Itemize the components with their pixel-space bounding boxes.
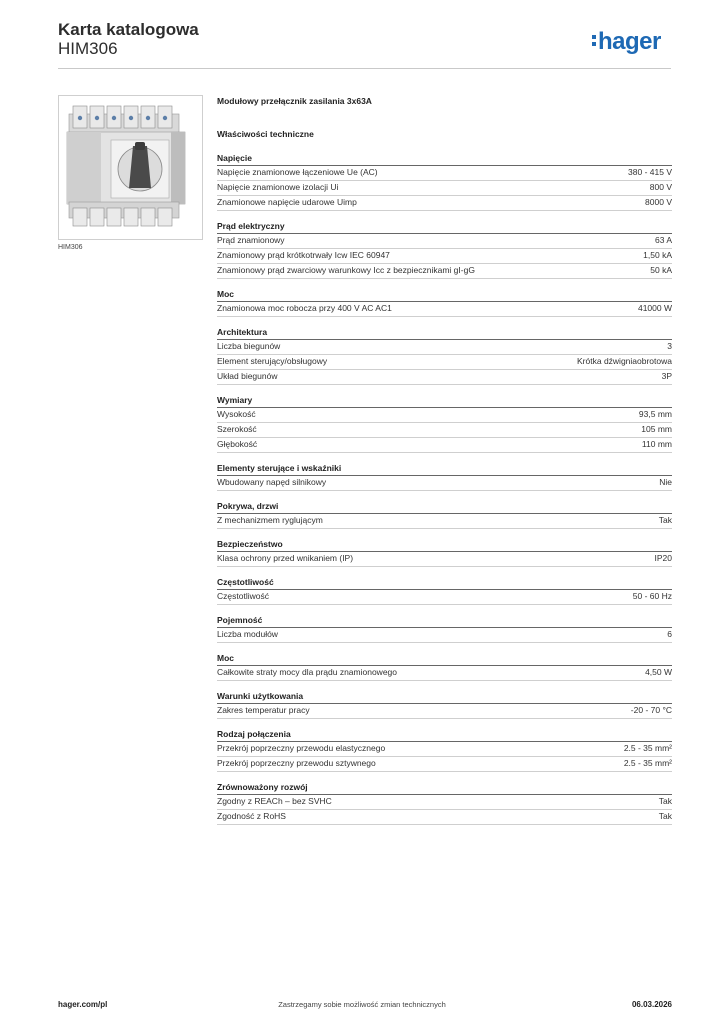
spec-value: Krótka dźwigniaobrotowa [577, 356, 672, 366]
spec-content [217, 96, 672, 825]
spec-value: 8000 V [645, 197, 672, 207]
spec-label: Całkowite straty mocy dla prądu znamionowego [217, 667, 398, 677]
spec-row [217, 340, 672, 355]
spec-row [217, 552, 672, 567]
spec-label: Przekrój poprzeczny przewodu elastycznego [217, 743, 386, 753]
spec-row [217, 249, 672, 264]
spec-label: Znamionowy prąd krótkotrwały Icw IEC 60947 [217, 250, 390, 260]
spec-label: Zgodny z REACh – bez SVHC [217, 796, 332, 806]
spec-value: 1,50 kA [643, 250, 672, 260]
spec-label: Znamionowy prąd zwarciowy warunkowy Icc z bezpiecznikami gI-gG [217, 265, 475, 275]
spec-group [217, 577, 672, 605]
spec-row [217, 514, 672, 529]
spec-value: -20 - 70 °C [630, 705, 672, 715]
spec-row [217, 704, 672, 719]
spec-row [217, 795, 672, 810]
logo-dots-icon [592, 32, 596, 46]
spec-group-title: Rodzaj połączenia [217, 729, 672, 742]
spec-value: Tak [658, 811, 672, 821]
spec-label: Szerokość [217, 424, 257, 434]
spec-value: 50 - 60 Hz [632, 591, 672, 601]
spec-group [217, 782, 672, 825]
image-caption: HIM306 [58, 244, 83, 251]
spec-row [217, 810, 672, 825]
spec-group [217, 463, 672, 491]
spec-row [217, 423, 672, 438]
spec-group [217, 691, 672, 719]
spec-label: Napięcie znamionowe izolacji Ui [217, 182, 339, 192]
spec-label: Znamionowa moc robocza przy 400 V AC AC1 [217, 303, 392, 313]
spec-group-title: Wymiary [217, 395, 672, 408]
spec-label: Klasa ochrony przed wnikaniem (IP) [217, 553, 354, 563]
spec-value: Nie [659, 477, 672, 487]
spec-group [217, 539, 672, 567]
spec-value: Tak [658, 796, 672, 806]
spec-value: IP20 [654, 553, 672, 563]
spec-group-title: Częstotliwość [217, 577, 672, 590]
spec-label: Znamionowe napięcie udarowe Uimp [217, 197, 357, 207]
spec-value: Tak [658, 515, 672, 525]
spec-label: Zakres temperatur pracy [217, 705, 310, 715]
spec-label: Napięcie znamionowe łączeniowe Ue (AC) [217, 167, 378, 177]
product-code: HIM306 [58, 39, 118, 58]
spec-value: 4,50 W [645, 667, 672, 677]
spec-row [217, 666, 672, 681]
spec-row [217, 196, 672, 211]
spec-value: 380 - 415 V [628, 167, 672, 177]
spec-row [217, 234, 672, 249]
product-image [58, 95, 203, 240]
spec-group [217, 153, 672, 211]
spec-group [217, 395, 672, 453]
spec-row [217, 264, 672, 279]
spec-group [217, 327, 672, 385]
spec-group [217, 501, 672, 529]
footer-date: 06.03.2026 [631, 1000, 672, 1009]
spec-row [217, 628, 672, 643]
spec-label: Częstotliwość [217, 591, 269, 601]
spec-group-title: Pojemność [217, 615, 672, 628]
spec-label: Zgodność z RoHS [217, 811, 286, 821]
spec-group-title: Napięcie [217, 153, 672, 166]
footer-website: hager.com/pl [58, 1000, 108, 1009]
spec-row [217, 355, 672, 370]
spec-label: Liczba modułów [217, 629, 278, 639]
spec-group-title: Elementy sterujące i wskaźniki [217, 463, 672, 476]
spec-groups [217, 153, 672, 825]
spec-value: 2.5 - 35 mm² [623, 743, 672, 753]
spec-value: 800 V [649, 182, 672, 192]
spec-group-title: Pokrywa, drzwi [217, 501, 672, 514]
spec-row [217, 166, 672, 181]
spec-group-title: Bezpieczeństwo [217, 539, 672, 552]
spec-value: 41000 W [637, 303, 672, 313]
spec-row [217, 742, 672, 757]
spec-row [217, 590, 672, 605]
spec-label: Prąd znamionowy [217, 235, 285, 245]
spec-row [217, 370, 672, 385]
spec-value: 3 [667, 341, 672, 351]
spec-row [217, 757, 672, 772]
spec-value: 110 mm [641, 439, 672, 449]
spec-row [217, 408, 672, 423]
spec-value: 105 mm [641, 424, 672, 434]
spec-label: Z mechanizmem ryglującym [217, 515, 323, 525]
spec-group-title: Architektura [217, 327, 672, 340]
section-title: Właściwości techniczne [217, 129, 314, 139]
spec-group-title: Zrównoważony rozwój [217, 782, 672, 795]
spec-label: Liczba biegunów [217, 341, 281, 351]
spec-value: 50 kA [650, 265, 672, 275]
logo-text: hager [598, 28, 661, 55]
spec-label: Wysokość [217, 409, 256, 419]
header-divider [58, 68, 671, 69]
switch-product-icon [59, 96, 202, 239]
spec-label: Układ biegunów [217, 371, 278, 381]
spec-group-title: Warunki użytkowania [217, 691, 672, 704]
spec-group-title: Moc [217, 289, 672, 302]
spec-group [217, 221, 672, 279]
spec-label: Wbudowany napęd silnikowy [217, 477, 327, 487]
spec-label: Przekrój poprzeczny przewodu sztywnego [217, 758, 376, 768]
spec-group [217, 289, 672, 317]
spec-group-title: Moc [217, 653, 672, 666]
spec-row [217, 438, 672, 453]
page-title: Karta katalogowa [58, 20, 199, 39]
spec-value: 63 A [654, 235, 672, 245]
spec-value: 3P [661, 371, 672, 381]
spec-value: 6 [667, 629, 672, 639]
product-name: Modułowy przełącznik zasilania 3x63A [217, 96, 372, 106]
footer-notice: Zastrzegamy sobie możliwość zmian technicznych [278, 1000, 446, 1009]
spec-row [217, 181, 672, 196]
spec-group [217, 729, 672, 772]
spec-group [217, 615, 672, 643]
spec-row [217, 302, 672, 317]
spec-value: 93,5 mm [638, 409, 672, 419]
spec-group [217, 653, 672, 681]
spec-value: 2.5 - 35 mm² [623, 758, 672, 768]
spec-group-title: Prąd elektryczny [217, 221, 672, 234]
spec-row [217, 476, 672, 491]
spec-label: Głębokość [217, 439, 258, 449]
spec-label: Element sterujący/obsługowy [217, 356, 328, 366]
brand-logo [592, 28, 661, 56]
